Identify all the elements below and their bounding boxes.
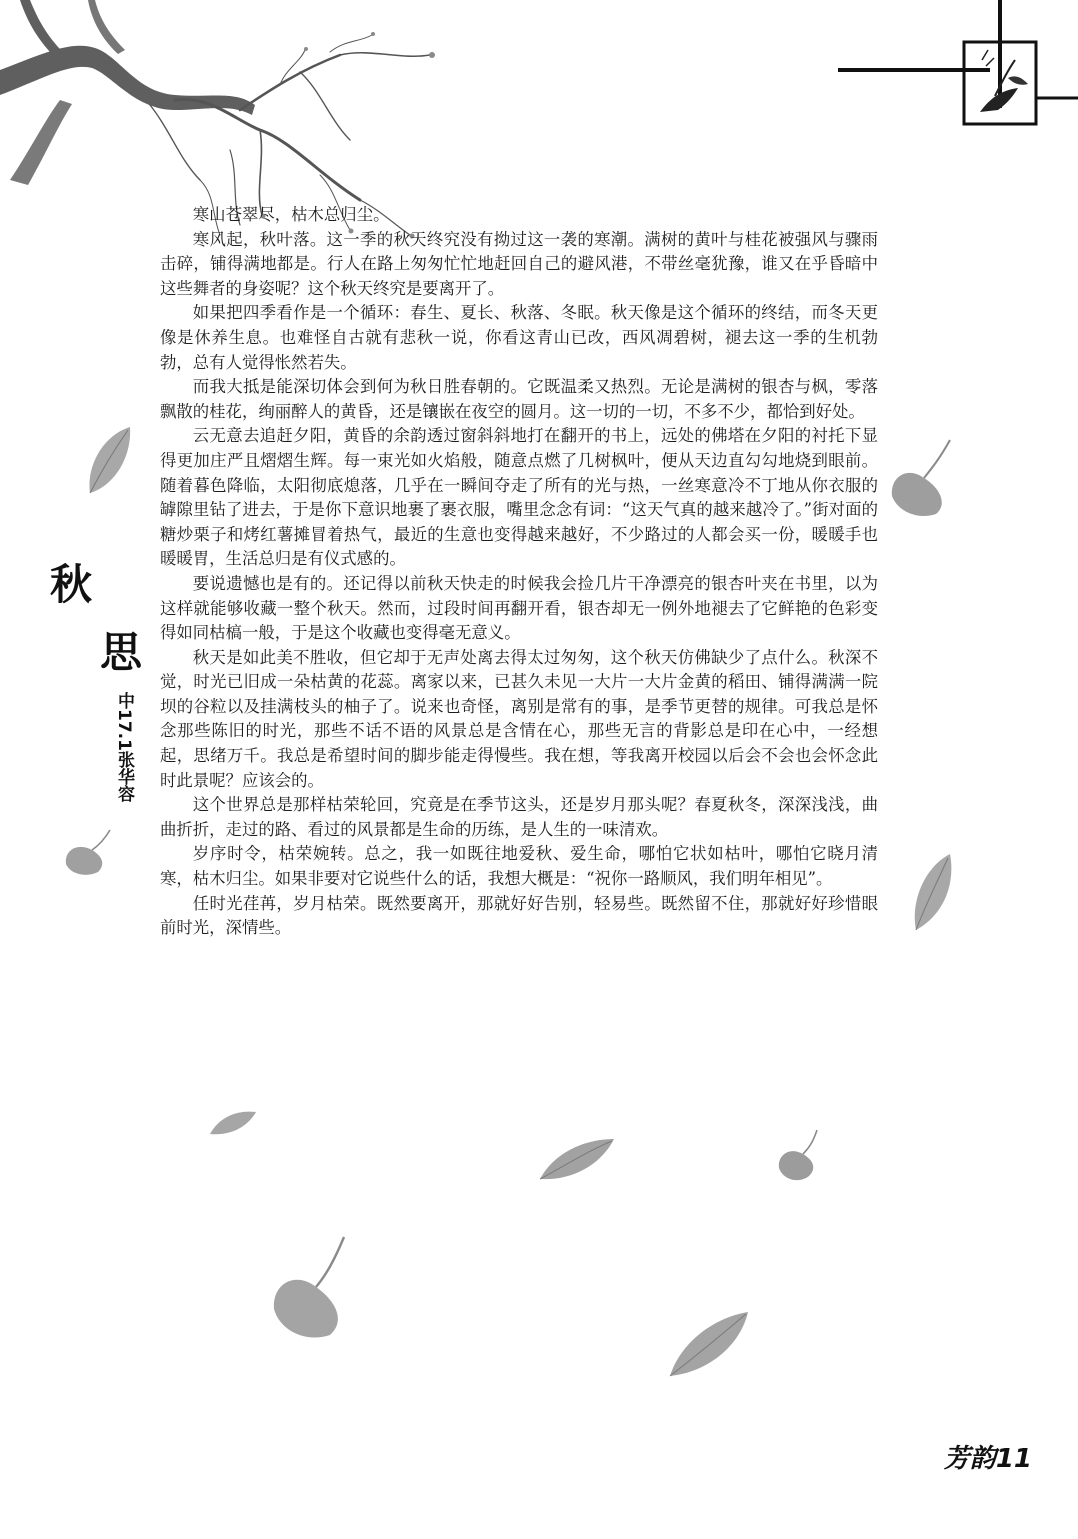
article-body xyxy=(160,203,878,941)
leaf-icon xyxy=(910,852,956,932)
author-byline: 中17.1张华容 xyxy=(114,692,134,802)
leaf-icon xyxy=(538,1135,616,1183)
paragraph: 要说遗憾也是有的。还记得以前秋天快走的时候我会捡几片干净漂亮的银杏叶夹在书里，以为这样就能够收藏一整个秋天。然而，过段时间再翻开看，银杏却无一例外地褪去了它鲜艳的色彩变得如同枯槁一般，于是这个收藏也变得毫无意义。 xyxy=(160,573,878,643)
paragraph: 任时光荏苒，岁月枯荣。既然要离开，那就好好告别，轻易些。既然留不住，那就好好珍惜眼前时光，深情些。 xyxy=(160,893,878,938)
page-number-label: 芳韵11 xyxy=(943,1444,1032,1474)
paragraph: 寒风起，秋叶落。这一季的秋天终究没有拗过这一袭的寒潮。满树的黄叶与桂花被强风与骤雨击碎，铺得满地都是。行人在路上匆匆忙忙地赶回自己的避风港，不带丝毫犹豫，谁又在乎昏暗中这些舞者的身姿呢？这个秋天终究是要离开了。 xyxy=(160,229,878,298)
ginkgo-leaf-icon xyxy=(775,1128,823,1184)
ginkgo-leaf-icon xyxy=(888,438,958,520)
paragraph: 秋天是如此美不胜收，但它却于无声处离去得太过匆匆，这个秋天仿佛缺少了点什么。秋深不觉，时光已旧成一朵枯黄的花蕊。离家以来，已甚久未见一大片一大片金黄的稻田、铺得满满一院坝的谷粒以及挂满枝头的柚子了。说来也奇怪，离别是常有的事，是季节更替的规律。可我总是怀念那些陈旧的时光，那些不话不语的风景总是含情在心，那些无言的背影总是印在心中，一经想起，思绪万千。我总是希望时间的脚步能走得慢些。我在想，等我离开校园以后会不会也会怀念此时此景呢？应该会的。 xyxy=(160,647,878,790)
title-char-autumn: 秋 xyxy=(50,560,93,609)
paragraph: 而我大抵是能深切体会到何为秋日胜春朝的。它既温柔又热烈。无论是满树的银杏与枫，零落飘散的桂花，绚丽醉人的黄昏，还是镶嵌在夜空的圆月。这一切的一切，不多不少，都恰到好处。 xyxy=(160,377,878,421)
leaf-icon xyxy=(668,1310,750,1378)
ginkgo-leaf-icon xyxy=(268,1235,354,1345)
leaf-icon xyxy=(82,425,134,495)
leaf-icon xyxy=(208,1108,258,1138)
corner-emblem xyxy=(830,0,1078,140)
paragraph: 云无意去追赶夕阳，黄昏的余韵透过窗斜斜地打在翻开的书上，远处的佛塔在夕阳的衬托下显得更加庄严且熠熠生辉。每一束光如火焰般，随意点燃了几树枫叶，便从天边直勾勾地烧到眼前。随着暮色降临，太阳彻底熄落，几乎在一瞬间夺走了所有的光与热，一丝寒意冷不丁地从你衣服的罅隙里钻了进去，于是你下意识地裹了裹衣服，嘴里念念有词：“这天气真的越来越冷了。”街对面的糖炒栗子和烤红薯摊冒着热气，最近的生意也变得越来越好，不少路过的人都会买一份，暖暖手也暖暖胃，生活总归是有仪式感的。 xyxy=(160,426,878,569)
paragraph: 岁序时令，枯荣婉转。总之，我一如既往地爱秋、爱生命，哪怕它状如枯叶，哪怕它晓月清寒，枯木归尘。如果非要对它说些什么的话，我想大概是：“祝你一路顺风，我们明年相见”。 xyxy=(160,844,878,889)
title-char-thought: 思 xyxy=(100,628,143,677)
paragraph: 如果把四季看作是一个循环：春生、夏长、秋落、冬眠。秋天像是这个循环的终结，而冬天更像是休养生息。也难怪自古就有悲秋一说，你看这青山已改，西风凋碧树，褪去这一季的生机勃勃，总有人觉得怅然若失。 xyxy=(160,303,878,372)
paragraph: 这个世界总是那样枯荣轮回，究竟是在季节这头，还是岁月那头呢？春夏秋冬，深深浅浅，曲曲折折，走过的路、看过的风景都是生命的历练，是人生的一味清欢。 xyxy=(160,795,878,839)
ginkgo-leaf-icon xyxy=(62,828,116,878)
paragraph: 寒山苍翠尽，枯木总归尘。 xyxy=(192,205,390,224)
